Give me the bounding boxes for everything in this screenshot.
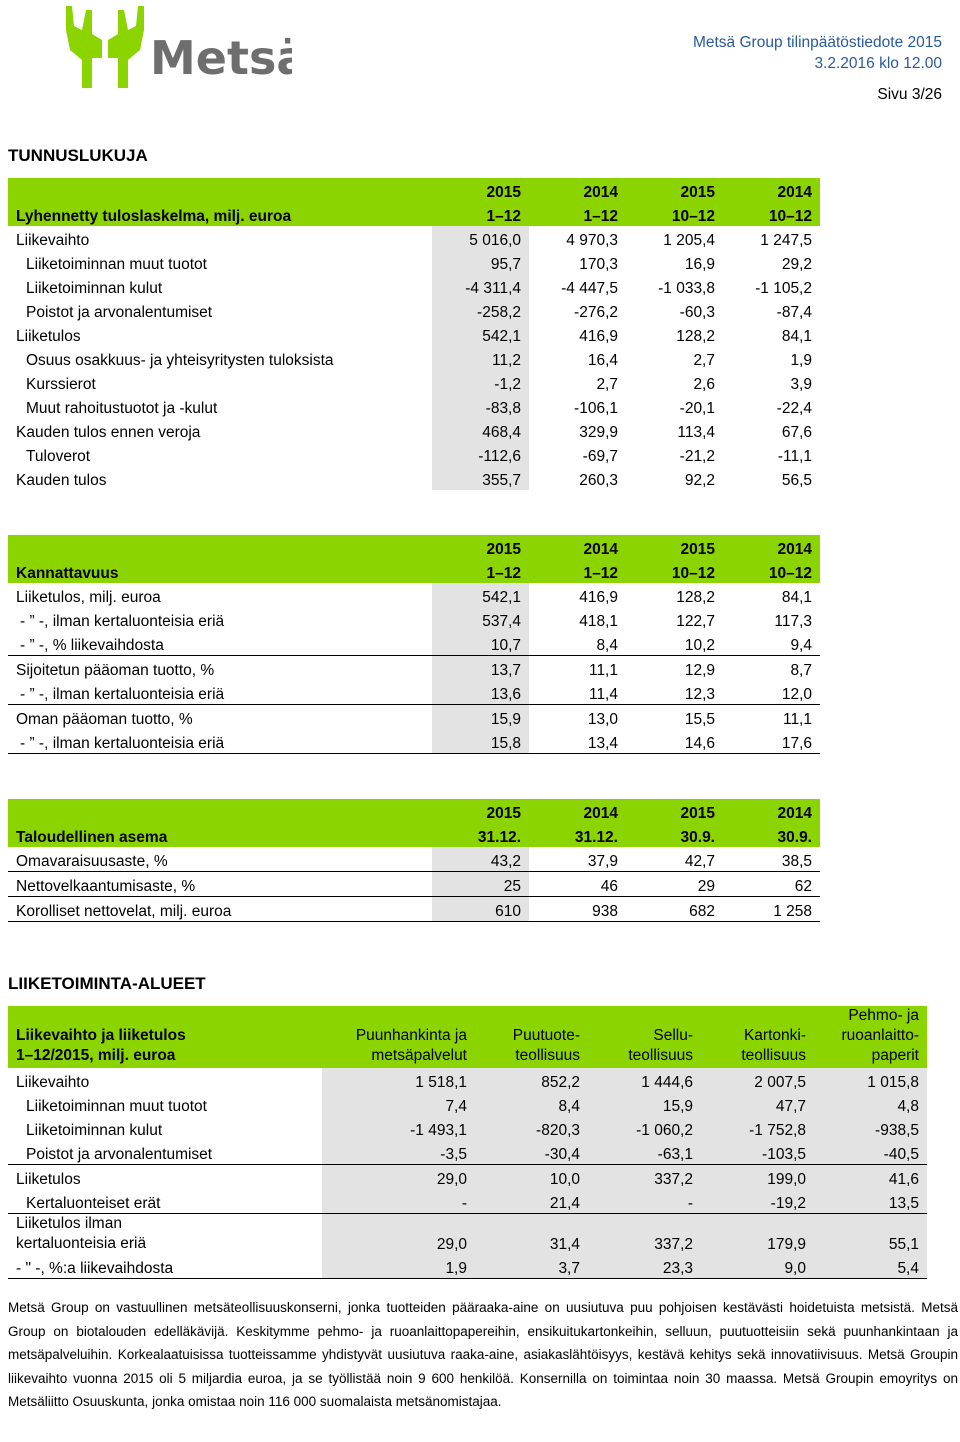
cell-value: -103,5 bbox=[701, 1140, 814, 1165]
table-row bbox=[8, 705, 820, 730]
table-row bbox=[8, 418, 820, 442]
section-title-tunnuslukuja: TUNNUSLUKUJA bbox=[8, 146, 148, 165]
table-row bbox=[8, 250, 820, 274]
cell-value: 11,4 bbox=[529, 680, 626, 705]
table-caption: Liikevaihto ja liiketulos bbox=[16, 1027, 186, 1044]
cell-value: -1 060,2 bbox=[588, 1116, 701, 1140]
cell-value: 117,3 bbox=[774, 613, 812, 630]
table-header-periods: Lyhennetty tuloslaskelma, milj. euroa 1–12 1–12 10–12 10–12 bbox=[8, 202, 820, 226]
table-row bbox=[8, 656, 820, 681]
table-header-periods: Taloudellinen asema 31.12. 31.12. 30.9. 30.9. bbox=[8, 823, 820, 847]
row-label: Kauden tulos ennen veroja bbox=[16, 424, 201, 441]
cell-value: 3,7 bbox=[475, 1254, 588, 1279]
cell-value: 2,7 bbox=[693, 352, 715, 369]
cell-value: 4,8 bbox=[814, 1092, 927, 1116]
cell-value: 15,9 bbox=[588, 1092, 701, 1116]
svg-text:Metsä: Metsä bbox=[150, 31, 292, 85]
cell-value: 1,9 bbox=[322, 1254, 475, 1279]
row-label: - ” -, ilman kertaluonteisia eriä bbox=[8, 729, 432, 754]
cell-value: 14,6 bbox=[626, 729, 723, 754]
row-label: Tuloverot bbox=[26, 448, 91, 465]
table-row bbox=[8, 298, 820, 322]
cell-value: -87,4 bbox=[776, 304, 812, 321]
cell-value: 2 007,5 bbox=[701, 1068, 814, 1092]
cell-value: - bbox=[322, 1189, 475, 1214]
cell-value: -1 493,1 bbox=[322, 1116, 475, 1140]
cell-value: 21,4 bbox=[475, 1189, 588, 1214]
table-row bbox=[8, 1189, 927, 1214]
row-label: - " -, %:a liikevaihdosta bbox=[8, 1254, 322, 1279]
cell-value: 46 bbox=[529, 872, 626, 897]
cell-value: 15,8 bbox=[432, 729, 529, 754]
cell-value: 41,6 bbox=[814, 1165, 927, 1190]
cell-value: 128,2 bbox=[676, 328, 715, 345]
cell-value: 5,4 bbox=[814, 1254, 927, 1279]
cell-value: -1 033,8 bbox=[658, 280, 715, 297]
table-row bbox=[8, 394, 820, 418]
row-label: - ” -, ilman kertaluonteisia eriä bbox=[20, 613, 225, 630]
table-caption-period: 1–12/2015, milj. euroa bbox=[16, 1047, 176, 1064]
row-label: Liikevaihto bbox=[16, 232, 90, 249]
table-header-years: 2015 2014 2015 2014 bbox=[8, 535, 820, 559]
cell-value: 11,1 bbox=[782, 711, 812, 728]
cell-value: -63,1 bbox=[588, 1140, 701, 1165]
table-row bbox=[8, 631, 820, 656]
table-row bbox=[8, 847, 820, 872]
row-label: Osuus osakkuus- ja yhteisyritysten tuloksista bbox=[26, 352, 334, 369]
cell-value: 542,1 bbox=[432, 322, 529, 346]
cell-value: 113,4 bbox=[677, 424, 715, 441]
cell-value: 418,1 bbox=[579, 613, 618, 630]
row-label: Muut rahoitustuotot ja -kulut bbox=[26, 400, 218, 417]
cell-value: 682 bbox=[626, 897, 723, 922]
cell-value: 2,6 bbox=[693, 376, 715, 393]
cell-value: 337,2 bbox=[588, 1165, 701, 1190]
income-statement-table bbox=[8, 178, 820, 490]
cell-value: 56,5 bbox=[781, 472, 812, 489]
cell-value: 84,1 bbox=[781, 589, 812, 606]
table-row bbox=[8, 872, 820, 897]
table-header-columns: Liikevaihto ja liiketulos 1–12/2015, milj. euroa Puunhankinta ja metsäpalvelut Puutuote- teollisuus Sellu- teollisuus Kartonki- teollisuus Pehmo- ja ruoanlaitto- paperit bbox=[8, 1006, 927, 1068]
table-row bbox=[8, 1140, 927, 1165]
cell-value: 542,1 bbox=[432, 583, 529, 607]
cell-value: 12,9 bbox=[684, 662, 715, 679]
cell-value: -276,2 bbox=[574, 304, 618, 321]
metsa-logo bbox=[62, 4, 292, 92]
cell-value: 29,2 bbox=[781, 256, 812, 273]
cell-value: 170,3 bbox=[579, 256, 618, 273]
cell-value: -19,2 bbox=[701, 1189, 814, 1214]
business-areas-table bbox=[8, 1006, 927, 1279]
cell-value: -11,1 bbox=[777, 448, 812, 465]
table-row bbox=[8, 466, 820, 490]
page-number: Sivu 3/26 bbox=[877, 86, 942, 103]
row-label: Korolliset nettovelat, milj. euroa bbox=[8, 897, 432, 922]
cell-value: 10,0 bbox=[475, 1165, 588, 1190]
moose-antler-icon bbox=[62, 4, 292, 92]
row-label: Kauden tulos bbox=[16, 472, 107, 489]
cell-value: 37,9 bbox=[529, 847, 626, 872]
table-row bbox=[8, 1254, 927, 1279]
table-row bbox=[8, 897, 820, 922]
document-date: 3.2.2016 klo 12.00 bbox=[814, 55, 942, 72]
cell-value: 1,9 bbox=[790, 352, 812, 369]
row-label: Liiketulos bbox=[16, 328, 81, 345]
table-row bbox=[8, 346, 820, 370]
cell-value: -83,8 bbox=[432, 394, 529, 418]
cell-value: 3,9 bbox=[790, 376, 812, 393]
row-label: Liiketoiminnan kulut bbox=[26, 1122, 163, 1139]
cell-value: 1 258 bbox=[723, 897, 820, 922]
cell-value: 38,5 bbox=[723, 847, 820, 872]
table-row bbox=[8, 1068, 927, 1092]
row-label: Liikevaihto bbox=[16, 1074, 90, 1091]
cell-value: 31,4 bbox=[475, 1214, 588, 1255]
cell-value: 1 247,5 bbox=[760, 232, 812, 249]
cell-value: 122,7 bbox=[676, 613, 715, 630]
document-title: Metsä Group tilinpäätöstiedote 2015 bbox=[692, 34, 942, 51]
cell-value: -938,5 bbox=[814, 1116, 927, 1140]
document-header bbox=[693, 32, 942, 74]
row-label: Sijoitetun pääoman tuotto, % bbox=[16, 662, 215, 679]
cell-value: 1 015,8 bbox=[814, 1068, 927, 1092]
cell-value: 4 970,3 bbox=[566, 232, 618, 249]
row-label: Liiketulos ilman kertaluonteisia eriä bbox=[16, 1215, 147, 1252]
table-row bbox=[8, 226, 820, 250]
table-row bbox=[8, 274, 820, 298]
cell-value: 23,3 bbox=[588, 1254, 701, 1279]
cell-value: 128,2 bbox=[676, 589, 715, 606]
row-label: Poistot ja arvonalentumiset bbox=[8, 1140, 322, 1165]
cell-value: 8,7 bbox=[790, 662, 812, 679]
row-label: Liiketulos bbox=[16, 1171, 81, 1188]
table-caption: Taloudellinen asema bbox=[8, 823, 432, 847]
financial-position-table bbox=[8, 799, 820, 922]
cell-value: 468,4 bbox=[432, 418, 529, 442]
row-label: Poistot ja arvonalentumiset bbox=[26, 304, 213, 321]
cell-value: 13,7 bbox=[432, 656, 529, 681]
cell-value: 9,0 bbox=[701, 1254, 814, 1279]
table-row bbox=[8, 1214, 927, 1255]
cell-value: -106,1 bbox=[574, 400, 618, 417]
cell-value: 12,3 bbox=[626, 680, 723, 705]
cell-value: 43,2 bbox=[432, 847, 529, 872]
table-row bbox=[8, 370, 820, 394]
row-label: Liiketoiminnan kulut bbox=[26, 280, 163, 297]
table-header-years: 2015 2014 2015 2014 bbox=[8, 799, 820, 823]
cell-value: 84,1 bbox=[781, 328, 812, 345]
table-row bbox=[8, 583, 820, 607]
cell-value: 16,4 bbox=[587, 352, 618, 369]
cell-value: -22,4 bbox=[776, 400, 812, 417]
cell-value: 5 016,0 bbox=[432, 226, 529, 250]
cell-value: 13,0 bbox=[587, 711, 618, 728]
cell-value: 416,9 bbox=[579, 328, 618, 345]
cell-value: 62 bbox=[723, 872, 820, 897]
cell-value: 13,5 bbox=[814, 1189, 927, 1214]
table-row bbox=[8, 680, 820, 705]
row-label: Nettovelkaantumisaste, % bbox=[8, 872, 432, 897]
cell-value: -1,2 bbox=[432, 370, 529, 394]
cell-value: 9,4 bbox=[723, 631, 820, 656]
cell-value: -60,3 bbox=[679, 304, 715, 321]
cell-value: 11,2 bbox=[432, 346, 529, 370]
row-label: Omavaraisuusaste, % bbox=[8, 847, 432, 872]
table-row bbox=[8, 729, 820, 754]
cell-value: -69,7 bbox=[582, 448, 618, 465]
cell-value: -3,5 bbox=[322, 1140, 475, 1165]
row-label: Liiketoiminnan muut tuotot bbox=[26, 256, 207, 273]
cell-value: 2,7 bbox=[596, 376, 618, 393]
cell-value: -21,2 bbox=[679, 448, 715, 465]
table-row bbox=[8, 442, 820, 466]
cell-value: 67,6 bbox=[781, 424, 812, 441]
row-label: - ” -, % liikevaihdosta bbox=[8, 631, 432, 656]
cell-value: -1 105,2 bbox=[755, 280, 812, 297]
table-header-periods: Kannattavuus 1–12 1–12 10–12 10–12 bbox=[8, 559, 820, 583]
cell-value: 260,3 bbox=[579, 472, 618, 489]
cell-value: -40,5 bbox=[814, 1140, 927, 1165]
table-caption: Kannattavuus bbox=[8, 559, 432, 583]
cell-value: 329,9 bbox=[579, 424, 618, 441]
row-label: Liiketoiminnan muut tuotot bbox=[26, 1098, 207, 1115]
section-title-liiketoiminta-alueet: LIIKETOIMINTA-ALUEET bbox=[8, 974, 206, 993]
cell-value: 95,7 bbox=[432, 250, 529, 274]
cell-value: 10,7 bbox=[432, 631, 529, 656]
cell-value: 610 bbox=[432, 897, 529, 922]
cell-value: 55,1 bbox=[814, 1214, 927, 1255]
table-header-years: 2015 2014 2015 2014 bbox=[8, 178, 820, 202]
table-row bbox=[8, 607, 820, 631]
cell-value: 16,9 bbox=[684, 256, 715, 273]
cell-value: -4 311,4 bbox=[432, 274, 529, 298]
cell-value: 938 bbox=[529, 897, 626, 922]
table-row bbox=[8, 1116, 927, 1140]
cell-value: 25 bbox=[432, 872, 529, 897]
table-row bbox=[8, 1165, 927, 1190]
cell-value: 12,0 bbox=[723, 680, 820, 705]
cell-value: - bbox=[588, 1189, 701, 1214]
cell-value: 1 205,4 bbox=[663, 232, 715, 249]
row-label: Oman pääoman tuotto, % bbox=[16, 711, 193, 728]
cell-value: 92,2 bbox=[684, 472, 715, 489]
cell-value: 29,0 bbox=[322, 1214, 475, 1255]
cell-value: 8,4 bbox=[475, 1092, 588, 1116]
cell-value: -258,2 bbox=[432, 298, 529, 322]
cell-value: 17,6 bbox=[723, 729, 820, 754]
cell-value: 852,2 bbox=[475, 1068, 588, 1092]
cell-value: -20,1 bbox=[679, 400, 715, 417]
cell-value: 7,4 bbox=[322, 1092, 475, 1116]
cell-value: 42,7 bbox=[626, 847, 723, 872]
row-label: Liiketulos, milj. euroa bbox=[16, 589, 161, 606]
cell-value: 1 444,6 bbox=[588, 1068, 701, 1092]
company-description: Metsä Group on vastuullinen metsäteollisuuskonserni, jonka tuotteiden pääraaka-aine on uusiutuva puu pohjoisen kestävästi hoidetuista metsistä. Metsä Group on biotalouden edelläkävijä. Keskitymme pehmo- ja ruoanlaittopapereihin, ensikuitukartonkeihin, selluun, puutuotteisiin sekä puunhankintaan ja metsäpalveluihin. Korkealaatuisissa tuotteissamme yhdistyvät uusiutuva raaka-aine, asiakaslähtöisyys, kestävä kehitys sekä innovatiivisuus. Metsä Groupin liikevaihto vuonna 2015 oli 5 miljardia euroa, ja se työllistää noin 9 600 henkilöä. Konsernilla on toimintaa noin 30 maassa. Metsä Groupin emoyritys on Metsäliitto Osuuskunta, jonka omistaa noin 116 000 suomalaista metsänomistajaa. bbox=[8, 1300, 958, 1410]
profitability-table bbox=[8, 535, 820, 754]
cell-value: 13,4 bbox=[529, 729, 626, 754]
table-caption: Lyhennetty tuloslaskelma, milj. euroa bbox=[8, 202, 432, 226]
cell-value: 537,4 bbox=[432, 607, 529, 631]
cell-value: 11,1 bbox=[588, 662, 618, 679]
cell-value: 179,9 bbox=[701, 1214, 814, 1255]
cell-value: -820,3 bbox=[475, 1116, 588, 1140]
cell-value: -1 752,8 bbox=[701, 1116, 814, 1140]
cell-value: 15,5 bbox=[684, 711, 715, 728]
cell-value: 8,4 bbox=[529, 631, 626, 656]
cell-value: 15,9 bbox=[432, 705, 529, 730]
row-label: Kertaluonteiset erät bbox=[8, 1189, 322, 1214]
cell-value: 1 518,1 bbox=[322, 1068, 475, 1092]
table-row bbox=[8, 322, 820, 346]
row-label: Kurssierot bbox=[26, 376, 96, 393]
cell-value: 337,2 bbox=[588, 1214, 701, 1255]
cell-value: 355,7 bbox=[432, 466, 529, 490]
cell-value: 10,2 bbox=[626, 631, 723, 656]
cell-value: -30,4 bbox=[475, 1140, 588, 1165]
cell-value: 29,0 bbox=[322, 1165, 475, 1190]
cell-value: 13,6 bbox=[432, 680, 529, 705]
cell-value: -112,6 bbox=[432, 442, 529, 466]
cell-value: -4 447,5 bbox=[561, 280, 618, 297]
row-label: - ” -, ilman kertaluonteisia eriä bbox=[8, 680, 432, 705]
cell-value: 47,7 bbox=[701, 1092, 814, 1116]
cell-value: 416,9 bbox=[579, 589, 618, 606]
cell-value: 29 bbox=[626, 872, 723, 897]
table-row bbox=[8, 1092, 927, 1116]
cell-value: 199,0 bbox=[701, 1165, 814, 1190]
